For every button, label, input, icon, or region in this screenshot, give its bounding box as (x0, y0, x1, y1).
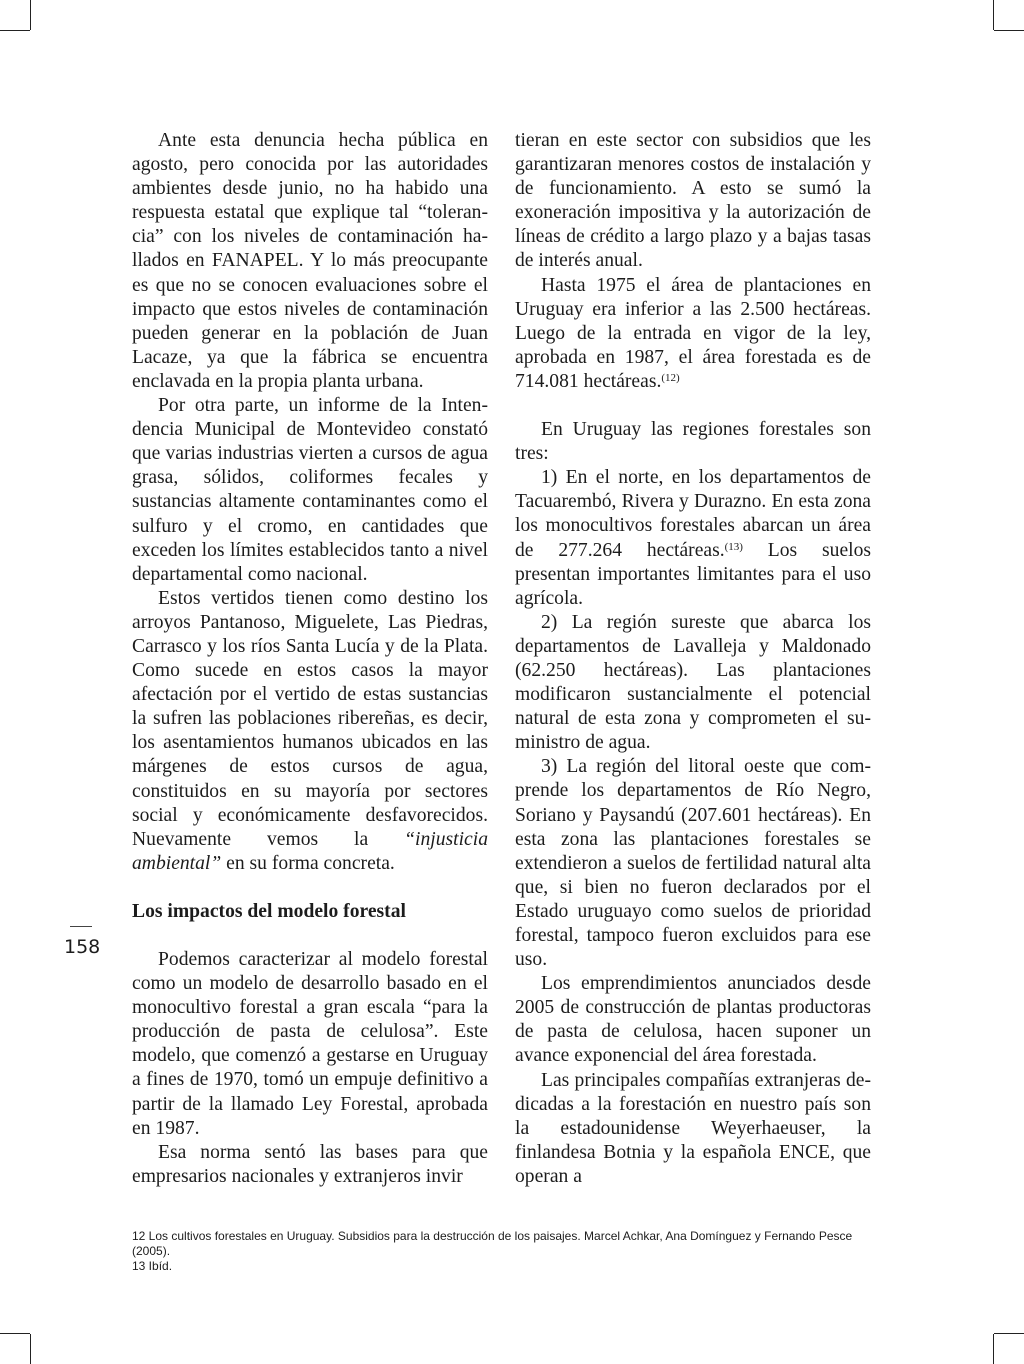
footnote: 12 Los cultivos forestales en Uruguay. Subsidios para la destrucción de los paisajes. Marcel Achkar, Ana Domínguez y Fernando Pesce (2005). (132, 1229, 853, 1258)
crop-mark-bottom-right (994, 1333, 1024, 1334)
crop-mark-top-left (30, 0, 31, 30)
paragraph-text: 1) En el norte, en los departamentos de Tacuarembó, Rivera y Durazno. En esta zona los monocultivos forestales abarcan un área de 277.264 hectáreas. (515, 467, 871, 561)
footnote-reference: (12) (661, 371, 680, 384)
paragraph: En Uruguay las regiones forestales son tres: (515, 419, 871, 465)
page-number: 158 (64, 936, 101, 958)
paragraph-text: Los suelos presentan importantes limitantes para el uso agrícola. (515, 539, 871, 609)
paragraph: Esa norma sentó las bases para que empresarios nacionales y extranjeros invir (132, 1141, 488, 1187)
paragraph (515, 466, 871, 611)
footnote: 13 Ibíd. (132, 1259, 173, 1273)
paragraph: 3) La región del litoral oeste que comprende los departamentos de Río Negro, Soriano y Paysandú (207.601 hectáreas). En esta zona las plantaciones forestales se extendieron a suelos de fertilidad natural alta que, si bien no fueron declarados por el Estado uruguayo como suelos de prioridad forestal, tampoco fueron excluidos para ese uso. (515, 756, 871, 971)
section-heading: Los impactos del modelo forestal (132, 900, 406, 922)
right-column (515, 129, 871, 1189)
footnotes (132, 1229, 872, 1274)
paragraph: 2) La región sureste que abarca los departamentos de Lavalleja y Maldonado (62.250 hectáreas). Las plantaciones modificaron sustancialmente el potencial natural de esta zona y comprometen el suministro de agua. (515, 611, 871, 754)
paragraph-text: Estos vertidos tienen como destino los arroyos Pantanoso, Miguelete, Las Piedras, Carrasco y los ríos Santa Lucía y de la Plata. Como sucede en estos casos la mayor afectación por el vertido de estas sustancias la sufren las poblaciones ribereñas, es decir, los asentamientos humanos ubicados en las márgenes de estos cursos de agua, constituidos en su mayoría por sectores social y económicamente desfavorecidos. Nuevamente vemos la (132, 587, 488, 850)
crop-mark-top-right (993, 0, 994, 30)
crop-mark-bottom-left (0, 1333, 30, 1334)
paragraph: Podemos caracterizar al modelo forestal como un modelo de desarrollo basado en el monocultivo forestal a gran escala “para la producción de pasta de celulosa”. Este modelo, que comenzó a gestarse en Uruguay a fines de 1970, tomó un empuje definitivo a partir de la llamado Ley Forestal, aprobada en 1987. (132, 949, 488, 1139)
paragraph: Las principales compañías extranjeras dedicadas a la forestación en nuestro país son la estadounidense Weyerhaeuser, la finlandesa Botnia y la española ENCE, que operan a (515, 1069, 871, 1187)
paragraph: Los emprendimientos anunciados desde 2005 de construcción de plantas productoras de pasta de celulosa, hacen suponer un avance exponencial del área forestada. (515, 973, 871, 1067)
footnote-reference: (13) (724, 540, 743, 553)
left-column (132, 129, 488, 1189)
crop-mark-top-left (0, 30, 30, 31)
paragraph: Por otra parte, un informe de la Intendencia Municipal de Montevideo constató que varias industrias vierten a cursos de agua grasa, sólidos, coliformes fecales y sustancias altamente contaminantes como el sulfuro y el cromo, en cantidades que exceden los límites establecidos tanto a nivel departamental como nacional. (132, 395, 488, 585)
crop-mark-top-right (994, 30, 1024, 31)
paragraph (515, 274, 871, 394)
paragraph-text: Hasta 1975 el área de plantaciones en Uruguay era inferior a las 2.500 hectáreas. Luego de la entrada en vigor de la ley, aprobada en 1987, el área forestada es de 714.081 hectáreas. (515, 274, 871, 392)
emphasis-text: “injusticia ambiental” (132, 828, 488, 874)
paragraph: Ante esta denuncia hecha pública en agosto, pero conocida por las autoridades ambientes desde junio, no ha habido una respuesta estatal que explique tal “tolerancia” con los niveles de contaminación hallados en FANAPEL. Y lo más preocupante es que no se conocen evaluaciones sobre el impacto que estos niveles de contaminación pueden generar en la población de Juan Lacaze, ya que la fábrica se encuentra enclavada en la propia planta urbana. (132, 130, 488, 392)
page-number-rule (70, 926, 92, 927)
crop-mark-bottom-right (993, 1334, 994, 1364)
paragraph (132, 587, 488, 876)
paragraph: tieran en este sector con subsidios que les garantizaran menores costos de instalación y de funcionamiento. A esto se sumó la exoneración impositiva y la autorización de líneas de crédito a largo plazo y a bajas tasas de interés anual. (515, 130, 871, 272)
crop-mark-bottom-left (30, 1334, 31, 1364)
paragraph-text: en su forma concreta. (221, 852, 395, 874)
